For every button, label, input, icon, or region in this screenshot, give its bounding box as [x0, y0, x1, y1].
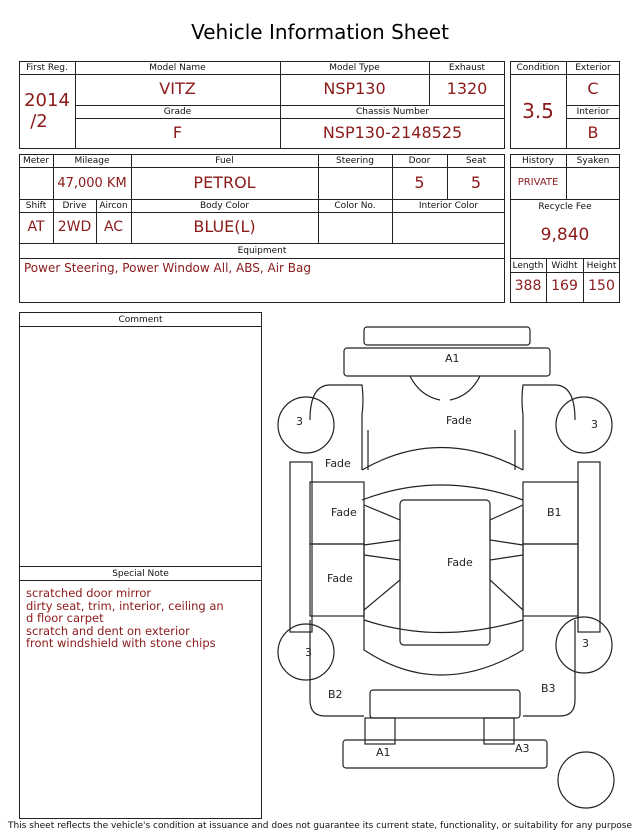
- model-name-label: Model Name: [149, 63, 206, 73]
- interior-label: Interior: [576, 107, 610, 117]
- damage-left-rear-door: Fade: [327, 572, 353, 585]
- mileage-value: 47,000 KM: [57, 176, 127, 191]
- damage-left-fender: Fade: [325, 457, 351, 470]
- chassis-value: NSP130-2148525: [322, 123, 463, 142]
- recycle-label: Recycle Fee: [538, 202, 592, 212]
- damage-left-rear-wheel: 3: [305, 646, 312, 659]
- special-note-line: d floor carpet: [26, 611, 104, 625]
- interior-value: B: [587, 123, 599, 142]
- door-value: 5: [414, 173, 425, 192]
- door-label: Door: [408, 156, 431, 166]
- first-reg-month: /2: [30, 111, 48, 132]
- condition-value: 3.5: [522, 99, 554, 123]
- meter-label: Meter: [22, 156, 50, 166]
- aircon-label: Aircon: [99, 201, 128, 211]
- damage-hood: Fade: [446, 414, 472, 427]
- recycle-value: 9,840: [540, 225, 590, 245]
- history-value: PRIVATE: [517, 177, 559, 188]
- special-note-line: front windshield with stone chips: [26, 636, 216, 650]
- equipment-value: Power Steering, Power Window All, ABS, Air Bag: [24, 261, 312, 275]
- equipment-label: Equipment: [237, 246, 287, 256]
- model-type-value: NSP130: [323, 79, 386, 98]
- syaken-label: Syaken: [576, 156, 610, 166]
- drive-value: 2WD: [57, 219, 92, 235]
- damage-rear-bumper-right: A3: [515, 742, 530, 755]
- exhaust-label: Exhaust: [448, 63, 486, 73]
- damage-right-quarter: B3: [541, 682, 556, 695]
- first-reg-label: First Reg.: [26, 63, 68, 73]
- drive-label: Drive: [62, 201, 87, 211]
- chassis-label: Chassis Number: [355, 107, 430, 117]
- body-color-value: BLUE(L): [193, 217, 256, 236]
- disclaimer-footer: This sheet reflects the vehicle's condition at issuance and does not guarantee its current state, functionality, or suitability for any purpose: [7, 821, 633, 831]
- width-value: 169: [551, 278, 578, 294]
- history-label: History: [521, 156, 555, 166]
- damage-right-rear-wheel: 3: [582, 637, 589, 650]
- exterior-value: C: [587, 79, 599, 98]
- body-color-label: Body Color: [199, 201, 250, 211]
- special-note-label: Special Note: [112, 569, 169, 579]
- width-label: Widht: [551, 261, 578, 271]
- damage-left-front-wheel: 3: [296, 415, 303, 428]
- fuel-label: Fuel: [215, 156, 234, 166]
- damage-right-front-door: B1: [547, 506, 562, 519]
- page-title: Vehicle Information Sheet: [191, 20, 449, 44]
- length-label: Length: [512, 261, 544, 271]
- damage-left-quarter: B2: [328, 688, 343, 701]
- special-note-line: scratch and dent on exterior: [26, 623, 190, 638]
- special-note-text: [26, 587, 258, 650]
- model-name-value: VITZ: [159, 79, 196, 98]
- first-reg-year: 2014: [24, 90, 70, 111]
- grade-label: Grade: [163, 107, 192, 117]
- special-note-line: dirty seat, trim, interior, ceiling an: [26, 598, 224, 613]
- fuel-value: PETROL: [193, 173, 256, 192]
- height-label: Height: [586, 261, 617, 271]
- comment-label: Comment: [118, 315, 163, 325]
- exhaust-value: 1320: [446, 79, 488, 98]
- condition-label: Condition: [516, 63, 560, 73]
- mileage-label: Mileage: [74, 156, 110, 166]
- aircon-value: AC: [103, 219, 124, 235]
- damage-left-front-door: Fade: [331, 506, 357, 519]
- damage-rear-bumper-left: A1: [376, 746, 391, 759]
- model-type-label: Model Type: [329, 63, 380, 73]
- length-value: 388: [514, 278, 542, 294]
- shift-label: Shift: [25, 201, 47, 211]
- damage-front-bumper: A1: [445, 352, 460, 365]
- grade-value: F: [172, 123, 183, 142]
- shift-value: AT: [27, 219, 45, 235]
- steering-label: Steering: [336, 156, 374, 166]
- seat-value: 5: [470, 173, 482, 192]
- color-no-label: Color No.: [334, 201, 376, 211]
- interior-color-label: Interior Color: [418, 201, 479, 211]
- seat-label: Seat: [465, 156, 487, 166]
- damage-roof: Fade: [447, 556, 473, 569]
- special-note-line: scratched door mirror: [26, 586, 152, 600]
- height-value: 150: [588, 278, 615, 294]
- damage-right-front-wheel: 3: [591, 418, 598, 431]
- exterior-label: Exterior: [575, 63, 611, 73]
